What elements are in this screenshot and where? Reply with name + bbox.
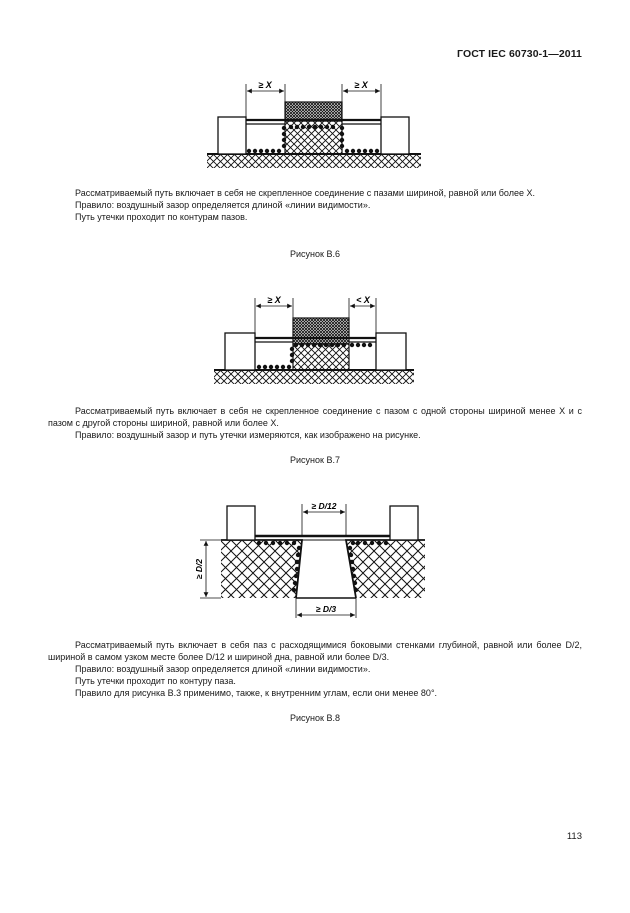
figure-b7-caption: Рисунок В.7 — [290, 455, 340, 465]
figure-b7 — [0, 290, 630, 390]
dim-label-left: ≥ X — [267, 295, 281, 305]
paragraph: Путь утечки проходит по контуру паза. — [75, 676, 236, 686]
figure-b8-drawing — [0, 496, 630, 626]
figure-b8-caption: Рисунок В.8 — [290, 713, 340, 723]
paragraph: Правило: воздушный зазор определяется длиной «линии видимости». — [75, 664, 371, 674]
dim-label-top: ≥ D/12 — [311, 501, 337, 511]
paragraph: Правило: воздушный зазор определяется длиной «линии видимости». — [75, 200, 371, 210]
dim-label-side: ≥ D/2 — [194, 558, 204, 580]
figure-b8 — [0, 496, 630, 626]
figure-b6-description — [48, 187, 582, 223]
dim-label-right: < X — [356, 295, 370, 305]
standard-code: ГОСТ IEC 60730-1—2011 — [457, 48, 582, 60]
page-number: 113 — [566, 831, 582, 842]
figure-b7-description — [48, 405, 582, 441]
dim-label-bottom: ≥ D/3 — [315, 604, 337, 614]
dim-label-right: ≥ X — [354, 80, 368, 90]
paragraph: Рассматриваемый путь включает в себя не скрепленное соединение с пазами шириной, равной или более Х. — [75, 188, 536, 198]
figure-b6-caption: Рисунок В.6 — [290, 249, 340, 259]
paragraph: Путь утечки проходит по контурам пазов. — [75, 212, 248, 222]
paragraph: Правило: воздушный зазор и путь утечки измеряются, как изображено на рисунке. — [75, 430, 421, 440]
figure-b7-drawing — [0, 290, 630, 390]
paragraph: Рассматриваемый путь включает в себя не скрепленное соединение с пазом с одной стороны шириной менее X и с пазом с другой стороны шириной, равной или более X. — [48, 406, 582, 428]
figure-b6 — [0, 74, 630, 174]
figure-b6-drawing — [0, 74, 630, 174]
paragraph: Рассматриваемый путь включает в себя паз с расходящимися боковыми стенками глубиной, равной или более D/2, шириной в самом узком месте более D/12 и шириной дна, равной или более D/3. — [48, 640, 582, 662]
paragraph: Правило для рисунка В.3 применимо, также, к внутренним углам, если они менее 80°. — [75, 688, 438, 698]
dim-label-left: ≥ X — [258, 80, 272, 90]
figure-b8-description — [48, 639, 582, 699]
